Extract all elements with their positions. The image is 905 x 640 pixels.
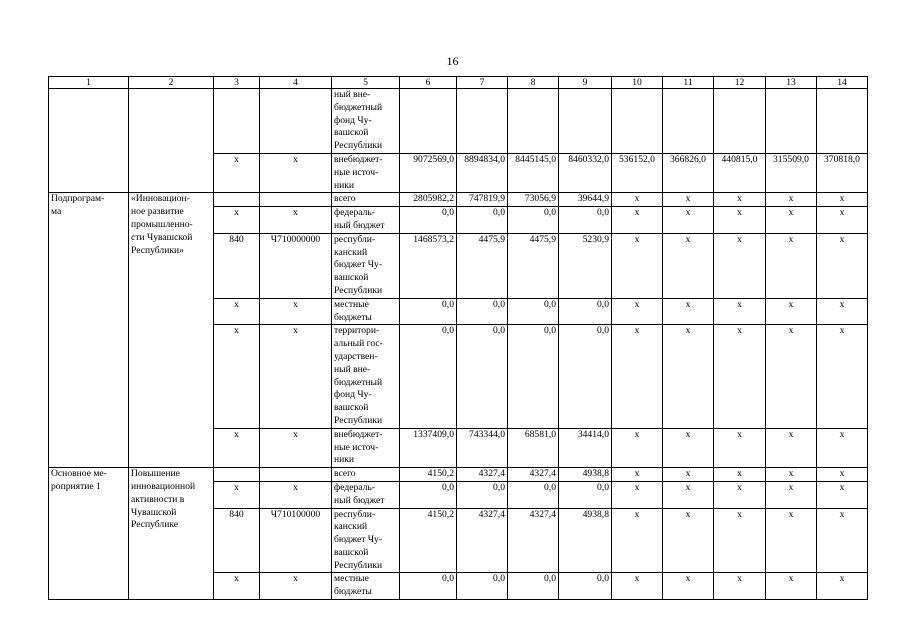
cell-text-line: всего (334, 468, 356, 480)
value-cell: 370818,0 (817, 153, 868, 192)
cell-text-line: канский (334, 246, 368, 258)
value-cell: х (817, 468, 868, 482)
program-cell (49, 468, 129, 600)
cell-text-line: бюджеты (334, 586, 372, 598)
cell-text-line: ударствен- (334, 350, 378, 362)
value-cell (400, 89, 457, 154)
value-cell: х (817, 428, 868, 467)
value-cell: 0,0 (559, 207, 612, 234)
value-cell: 4475,9 (457, 233, 508, 298)
target-article-cell: х (260, 298, 332, 325)
value-cell: х (817, 233, 868, 298)
value-cell: 0,0 (559, 325, 612, 428)
column-header: 3 (214, 77, 260, 89)
value-cell: 8894834,0 (457, 153, 508, 192)
column-header: 5 (332, 77, 400, 89)
gr-code-cell: х (214, 153, 260, 192)
value-cell (508, 89, 559, 154)
gr-code-cell (214, 468, 260, 482)
column-header: 8 (508, 77, 559, 89)
value-cell: 4327,4 (457, 468, 508, 482)
cell-text-line: Республики (334, 284, 383, 296)
value-cell: 4327,4 (457, 508, 508, 573)
cell-text-line: инновационной (131, 480, 196, 492)
value-cell (714, 89, 766, 154)
value-cell: 1337409,0 (400, 428, 457, 467)
gr-code-cell: 840 (214, 508, 260, 573)
value-cell: 0,0 (508, 298, 559, 325)
cell-text-line: ный вне- (334, 363, 371, 375)
value-cell: х (817, 207, 868, 234)
column-header: 14 (817, 77, 868, 89)
cell-text-line: ники (334, 454, 355, 466)
cell-text-line: ники (334, 179, 355, 191)
cell-text-line: территори- (334, 325, 380, 337)
value-cell: х (714, 573, 766, 600)
program-cell (49, 89, 129, 193)
name-cell (129, 193, 214, 468)
cell-text-line: федераль- (334, 481, 375, 493)
value-cell: х (612, 573, 663, 600)
funding-source-cell (332, 298, 400, 325)
value-cell: х (714, 233, 766, 298)
funding-source-cell (332, 481, 400, 508)
target-article-cell: х (260, 481, 332, 508)
funding-source-cell (332, 468, 400, 482)
cell-text-line: фонд Чу- (334, 114, 372, 126)
value-cell: 4327,4 (508, 468, 559, 482)
cell-text-line: вашской (334, 272, 369, 284)
value-cell: х (663, 298, 714, 325)
value-cell: х (612, 298, 663, 325)
cell-text-line: бюджетный (334, 101, 383, 113)
value-cell: х (766, 298, 817, 325)
target-article-cell (260, 468, 332, 482)
cell-text-line: Республики (334, 559, 383, 571)
cell-text-line: всего (334, 193, 356, 205)
cell-text-line: бюджеты (334, 311, 372, 323)
value-cell: 0,0 (400, 325, 457, 428)
column-header: 2 (129, 77, 214, 89)
cell-text-line: роприятие 1 (51, 480, 101, 492)
cell-text-line: «Инновацион- (131, 193, 190, 205)
funding-source-cell (332, 428, 400, 467)
gr-code-cell: х (214, 298, 260, 325)
value-cell (817, 89, 868, 154)
gr-code-cell: х (214, 428, 260, 467)
program-cell (49, 193, 129, 468)
value-cell: 743344,0 (457, 428, 508, 467)
value-cell: 0,0 (508, 481, 559, 508)
name-cell (129, 468, 214, 600)
value-cell: 39644,9 (559, 193, 612, 207)
value-cell: 73056,9 (508, 193, 559, 207)
cell-text-line: ные источ- (334, 166, 379, 178)
value-cell: 9072569,0 (400, 153, 457, 192)
value-cell (612, 89, 663, 154)
cell-text-line: фонд Чу- (334, 389, 372, 401)
value-cell: 4150,2 (400, 468, 457, 482)
gr-code-cell: 840 (214, 233, 260, 298)
cell-text-line: ный вне- (334, 89, 371, 100)
value-cell: х (817, 325, 868, 428)
budget-table (48, 76, 868, 600)
cell-text-line: Республики (334, 140, 383, 152)
gr-code-cell: х (214, 573, 260, 600)
value-cell: х (766, 508, 817, 573)
table-row (49, 468, 868, 482)
cell-text-line: Подпрограм- (51, 193, 105, 205)
cell-text-line: ма (51, 206, 62, 218)
value-cell: х (663, 481, 714, 508)
value-cell: 4327,4 (508, 508, 559, 573)
value-cell: х (714, 468, 766, 482)
value-cell: 747819,9 (457, 193, 508, 207)
cell-text-line: Повышение (131, 468, 180, 480)
value-cell: х (663, 468, 714, 482)
target-article-cell: Ч710100000 (260, 508, 332, 573)
value-cell: х (714, 193, 766, 207)
cell-text-line: альный гос- (334, 338, 383, 350)
value-cell: 0,0 (457, 298, 508, 325)
target-article-cell: х (260, 153, 332, 192)
column-header: 10 (612, 77, 663, 89)
value-cell: х (817, 573, 868, 600)
value-cell: 5230,9 (559, 233, 612, 298)
cell-text-line: местные (334, 298, 369, 310)
value-cell (766, 89, 817, 154)
value-cell: х (817, 298, 868, 325)
column-header: 7 (457, 77, 508, 89)
value-cell (663, 89, 714, 154)
target-article-cell: х (260, 573, 332, 600)
name-cell (129, 89, 214, 193)
value-cell: 0,0 (457, 207, 508, 234)
value-cell: х (612, 428, 663, 467)
value-cell: 0,0 (400, 481, 457, 508)
value-cell: х (714, 428, 766, 467)
cell-text-line: сти Чувашской (131, 231, 193, 243)
column-header: 13 (766, 77, 817, 89)
target-article-cell: Ч710000000 (260, 233, 332, 298)
cell-text-line: вашской (334, 546, 369, 558)
value-cell: 366826,0 (663, 153, 714, 192)
value-cell: 0,0 (400, 573, 457, 600)
cell-text-line: канский (334, 521, 368, 533)
funding-source-cell (332, 573, 400, 600)
value-cell: х (612, 468, 663, 482)
cell-text-line: активности в (131, 493, 185, 505)
cell-text-line: республи- (334, 508, 376, 520)
value-cell: 8460332,0 (559, 153, 612, 192)
value-cell: х (612, 508, 663, 573)
value-cell: х (612, 193, 663, 207)
value-cell: 34414,0 (559, 428, 612, 467)
value-cell: х (714, 207, 766, 234)
value-cell: х (766, 468, 817, 482)
funding-source-cell (332, 325, 400, 428)
gr-code-cell (214, 89, 260, 154)
value-cell: 0,0 (400, 298, 457, 325)
gr-code-cell (214, 193, 260, 207)
value-cell: 440815,0 (714, 153, 766, 192)
value-cell: х (663, 428, 714, 467)
value-cell: 0,0 (457, 573, 508, 600)
value-cell: 4475,9 (508, 233, 559, 298)
value-cell: 4938,8 (559, 468, 612, 482)
column-header: 4 (260, 77, 332, 89)
funding-source-cell (332, 233, 400, 298)
target-article-cell (260, 89, 332, 154)
value-cell: 4938,8 (559, 508, 612, 573)
value-cell: х (612, 233, 663, 298)
value-cell: 68581,0 (508, 428, 559, 467)
value-cell: х (663, 508, 714, 573)
value-cell: х (714, 508, 766, 573)
cell-text-line: ный бюджет (334, 219, 385, 231)
cell-text-line: ные источ- (334, 441, 379, 453)
table-row (49, 193, 868, 207)
value-cell: 0,0 (508, 207, 559, 234)
column-header: 9 (559, 77, 612, 89)
cell-text-line: Республике (131, 519, 179, 531)
funding-source-cell (332, 153, 400, 192)
value-cell: 0,0 (508, 573, 559, 600)
value-cell: 1468573,2 (400, 233, 457, 298)
value-cell: 315509,0 (766, 153, 817, 192)
value-cell: х (766, 233, 817, 298)
table-row (49, 89, 868, 154)
target-article-cell: х (260, 207, 332, 234)
cell-text-line: Чувашской (131, 506, 177, 518)
value-cell: 8445145,0 (508, 153, 559, 192)
value-cell: х (766, 207, 817, 234)
gr-code-cell: х (214, 481, 260, 508)
cell-text-line: федераль- (334, 207, 375, 219)
value-cell: х (714, 481, 766, 508)
value-cell: х (612, 325, 663, 428)
column-header: 12 (714, 77, 766, 89)
column-header: 11 (663, 77, 714, 89)
value-cell: 0,0 (457, 481, 508, 508)
cell-text-line: Республики (334, 414, 383, 426)
cell-text-line: внебюджет- (334, 153, 383, 165)
value-cell: х (766, 481, 817, 508)
cell-text-line: Основное ме- (51, 468, 107, 480)
value-cell: х (817, 193, 868, 207)
cell-text-line: республи- (334, 233, 376, 245)
target-article-cell: х (260, 325, 332, 428)
value-cell: 0,0 (559, 298, 612, 325)
funding-source-cell (332, 193, 400, 207)
target-article-cell (260, 193, 332, 207)
value-cell: 0,0 (559, 481, 612, 508)
value-cell: х (663, 325, 714, 428)
cell-text-line: местные (334, 573, 369, 585)
header-row (49, 77, 868, 89)
value-cell (457, 89, 508, 154)
gr-code-cell: х (214, 325, 260, 428)
value-cell: 0,0 (400, 207, 457, 234)
value-cell: х (663, 233, 714, 298)
value-cell: х (766, 193, 817, 207)
value-cell: 0,0 (559, 573, 612, 600)
cell-text-line: вашской (334, 402, 369, 414)
value-cell: х (663, 573, 714, 600)
value-cell: х (766, 573, 817, 600)
target-article-cell: х (260, 428, 332, 467)
gr-code-cell: х (214, 207, 260, 234)
cell-text-line: вашской (334, 127, 369, 139)
value-cell: х (766, 325, 817, 428)
cell-text-line: бюджет Чу- (334, 259, 383, 271)
column-header: 6 (400, 77, 457, 89)
value-cell: 0,0 (457, 325, 508, 428)
value-cell: х (714, 325, 766, 428)
value-cell: х (663, 207, 714, 234)
page-number: 16 (446, 54, 459, 68)
value-cell: х (714, 298, 766, 325)
column-header: 1 (49, 77, 129, 89)
value-cell: 4150,2 (400, 508, 457, 573)
cell-text-line: промышленно- (131, 218, 193, 230)
value-cell: 0,0 (508, 325, 559, 428)
value-cell: 536152,0 (612, 153, 663, 192)
value-cell: 2805982,2 (400, 193, 457, 207)
value-cell: х (663, 193, 714, 207)
value-cell: х (612, 207, 663, 234)
cell-text-line: ное развитие (131, 206, 184, 218)
value-cell: х (766, 428, 817, 467)
value-cell (559, 89, 612, 154)
value-cell: х (817, 481, 868, 508)
cell-text-line: бюджет Чу- (334, 534, 383, 546)
value-cell: х (612, 481, 663, 508)
cell-text-line: внебюджет- (334, 428, 383, 440)
funding-source-cell (332, 89, 400, 154)
funding-source-cell (332, 207, 400, 234)
funding-source-cell (332, 508, 400, 573)
cell-text-line: ный бюджет (334, 494, 385, 506)
cell-text-line: Республики» (131, 244, 184, 256)
value-cell: х (817, 508, 868, 573)
cell-text-line: бюджетный (334, 376, 383, 388)
